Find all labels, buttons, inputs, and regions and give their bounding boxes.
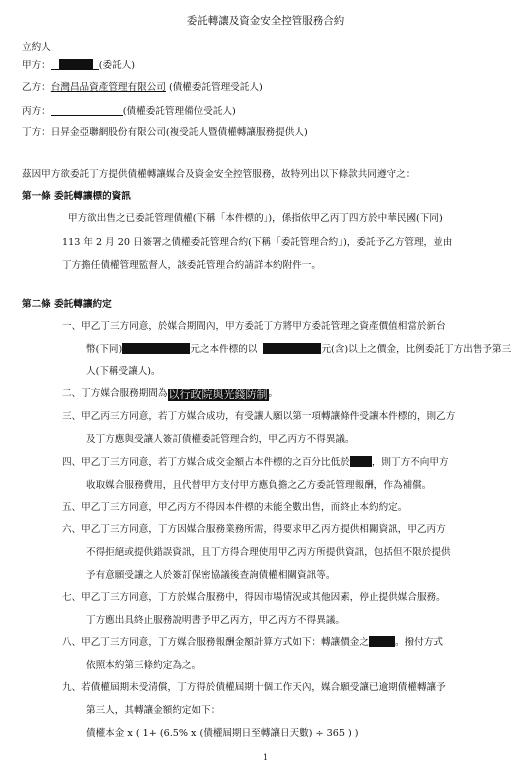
item-8-line-1	[62, 636, 443, 649]
parties-intro: 立約人	[22, 42, 51, 53]
party-d-line: 丁方：日昇金亞聯網股份有限公司(複受託人暨債權轉讓服務提供人)	[22, 127, 308, 138]
article-1-line-2: 113 年 2 月 20 日簽署之債權委託管理合約(下稱「委託管理合約」)，委託予乙方管理，並由	[62, 237, 453, 248]
item-4-line-2: 收取媒合服務費用，且代替甲方支付甲方應負擔之乙方委託管理報酬，作為補償。	[86, 480, 432, 491]
item-6-line-3: 予有意願受讓之人於簽訂保密協議後查詢債權相關資訊等。	[86, 570, 336, 581]
item-7-line-1: 七、甲乙丁三方同意，丁方於媒合服務中，得因市場情況或其他因素，停止提供媒合服務。	[62, 592, 446, 603]
item-7-line-2: 丁方應出具終止服務說明書予甲乙丙方，甲乙丙方不得異議。	[86, 615, 346, 626]
item-8-line-2: 依照本約第三條約定為之。	[86, 660, 202, 671]
item-1-line-2	[86, 343, 511, 356]
article-1-line-1: 甲方欲出售之已委託管理債權(下稱「本件標的」)，係指依甲乙丙丁四方於中華民國(下同)	[68, 213, 443, 224]
article-1-heading: 第一條 委託轉讓標的資訊	[22, 191, 131, 202]
item-2-end: 。	[268, 388, 279, 399]
party-c-blank	[51, 104, 123, 116]
party-c-suffix: (債權委託管理備位受託人)	[122, 106, 236, 117]
item-1-end-text: 元(含)以上之價金，比例委託丁方出售予第三	[321, 344, 512, 355]
document-title: 委託轉讓及資金安全控管服務合約	[186, 15, 345, 27]
item-6-line-1: 六、甲乙丁三方同意，丁方因媒合服務業務所需，得要求甲乙丙方提供相關資訊，甲乙丙方	[62, 524, 446, 535]
item-1-line-3: 人(下稱受讓人)。	[86, 366, 161, 377]
item-3-line-2: 及丁方應與受讓人簽訂債權委託管理合約，甲乙丙方不得異議。	[86, 434, 355, 445]
item-1-price-redaction	[263, 343, 321, 354]
item-2-text: 二、丁方媒合服務期間為	[62, 388, 168, 399]
item-4-text-a: 四、甲乙丁三方同意，若丁方媒合成交金額占本件標的之百分比低於	[62, 457, 350, 468]
item-1-line-1: 一、甲乙丁三方同意，於媒合期間內，甲方委託丁方將甲方委託管理之資產價值相當於新台	[62, 321, 446, 332]
party-a-redaction	[59, 59, 93, 70]
item-3-line-1: 三、甲乙丙三方同意，若丁方媒合成功，有受讓人願以第一項轉讓條件受讓本件標的，則乙方	[62, 411, 456, 422]
item-4-percent-redaction	[350, 456, 372, 467]
party-a-prefix: 甲方：	[22, 60, 51, 71]
party-c-prefix: 丙方：	[22, 106, 51, 117]
item-6-line-2: 不得拒絕或提供錯誤資訊，且丁方得合理使用甲乙丙方所提供資訊，包括但不限於提供	[86, 547, 451, 558]
item-1-mid-text: 元之本件標的以	[190, 344, 258, 355]
article-2-heading: 第二條 委託轉讓約定	[22, 299, 112, 310]
item-1-amount-redaction	[122, 343, 190, 354]
party-a-suffix: (委託人)	[98, 60, 136, 71]
party-a-line	[22, 58, 135, 72]
party-b-name: 台灣昌品資產管理有限公司	[50, 82, 166, 93]
item-9-line-2: 第三人，其轉讓金額約定如下：	[86, 705, 221, 716]
item-2-redacted-period: 以行政院與光錢防制	[168, 388, 268, 401]
item-8-fee-redaction	[369, 636, 395, 647]
preamble: 茲因甲方欲委託丁方提供債權轉讓媒合及資金安全控管服務，故特列出以下條款共同遵守之：	[22, 169, 416, 180]
item-8-text-b: 。撥付方式	[395, 637, 443, 648]
party-b-prefix: 乙方：	[22, 82, 51, 93]
article-1-line-3: 丁方擔任債權管理監督人，該委託管理合約請詳本約附件一。	[62, 260, 322, 271]
item-9-line-1: 九、若債權屆期未受清償，丁方得於債權屆期十個工作天內，媒合願受讓已逾期債權轉讓予	[62, 682, 446, 693]
item-5-line: 五、甲乙丁三方同意，甲乙丙方不得因本件標的未能全數出售，而終止本約約定。	[62, 502, 408, 513]
party-b-suffix: (債權委託管理受託人)	[168, 82, 263, 93]
item-4-text-b: ，則丁方不向甲方	[371, 457, 449, 468]
party-a-underline-left	[51, 58, 59, 70]
party-b-line	[22, 81, 263, 94]
item-1-currency-text: 幣(下同)	[86, 344, 123, 355]
item-8-text-a: 八、甲乙丁三方同意，丁方媒合服務報酬金額計算方式如下：轉讓價金之	[62, 637, 369, 648]
item-9-formula: 債權本金 x ( 1+ (6.5% x (債權屆期日至轉讓日天數) ÷ 365 ) )	[86, 728, 359, 739]
page-number: 1	[262, 753, 269, 762]
party-c-line	[22, 104, 236, 118]
item-4-line-1	[62, 456, 449, 469]
item-2-line	[62, 387, 278, 401]
